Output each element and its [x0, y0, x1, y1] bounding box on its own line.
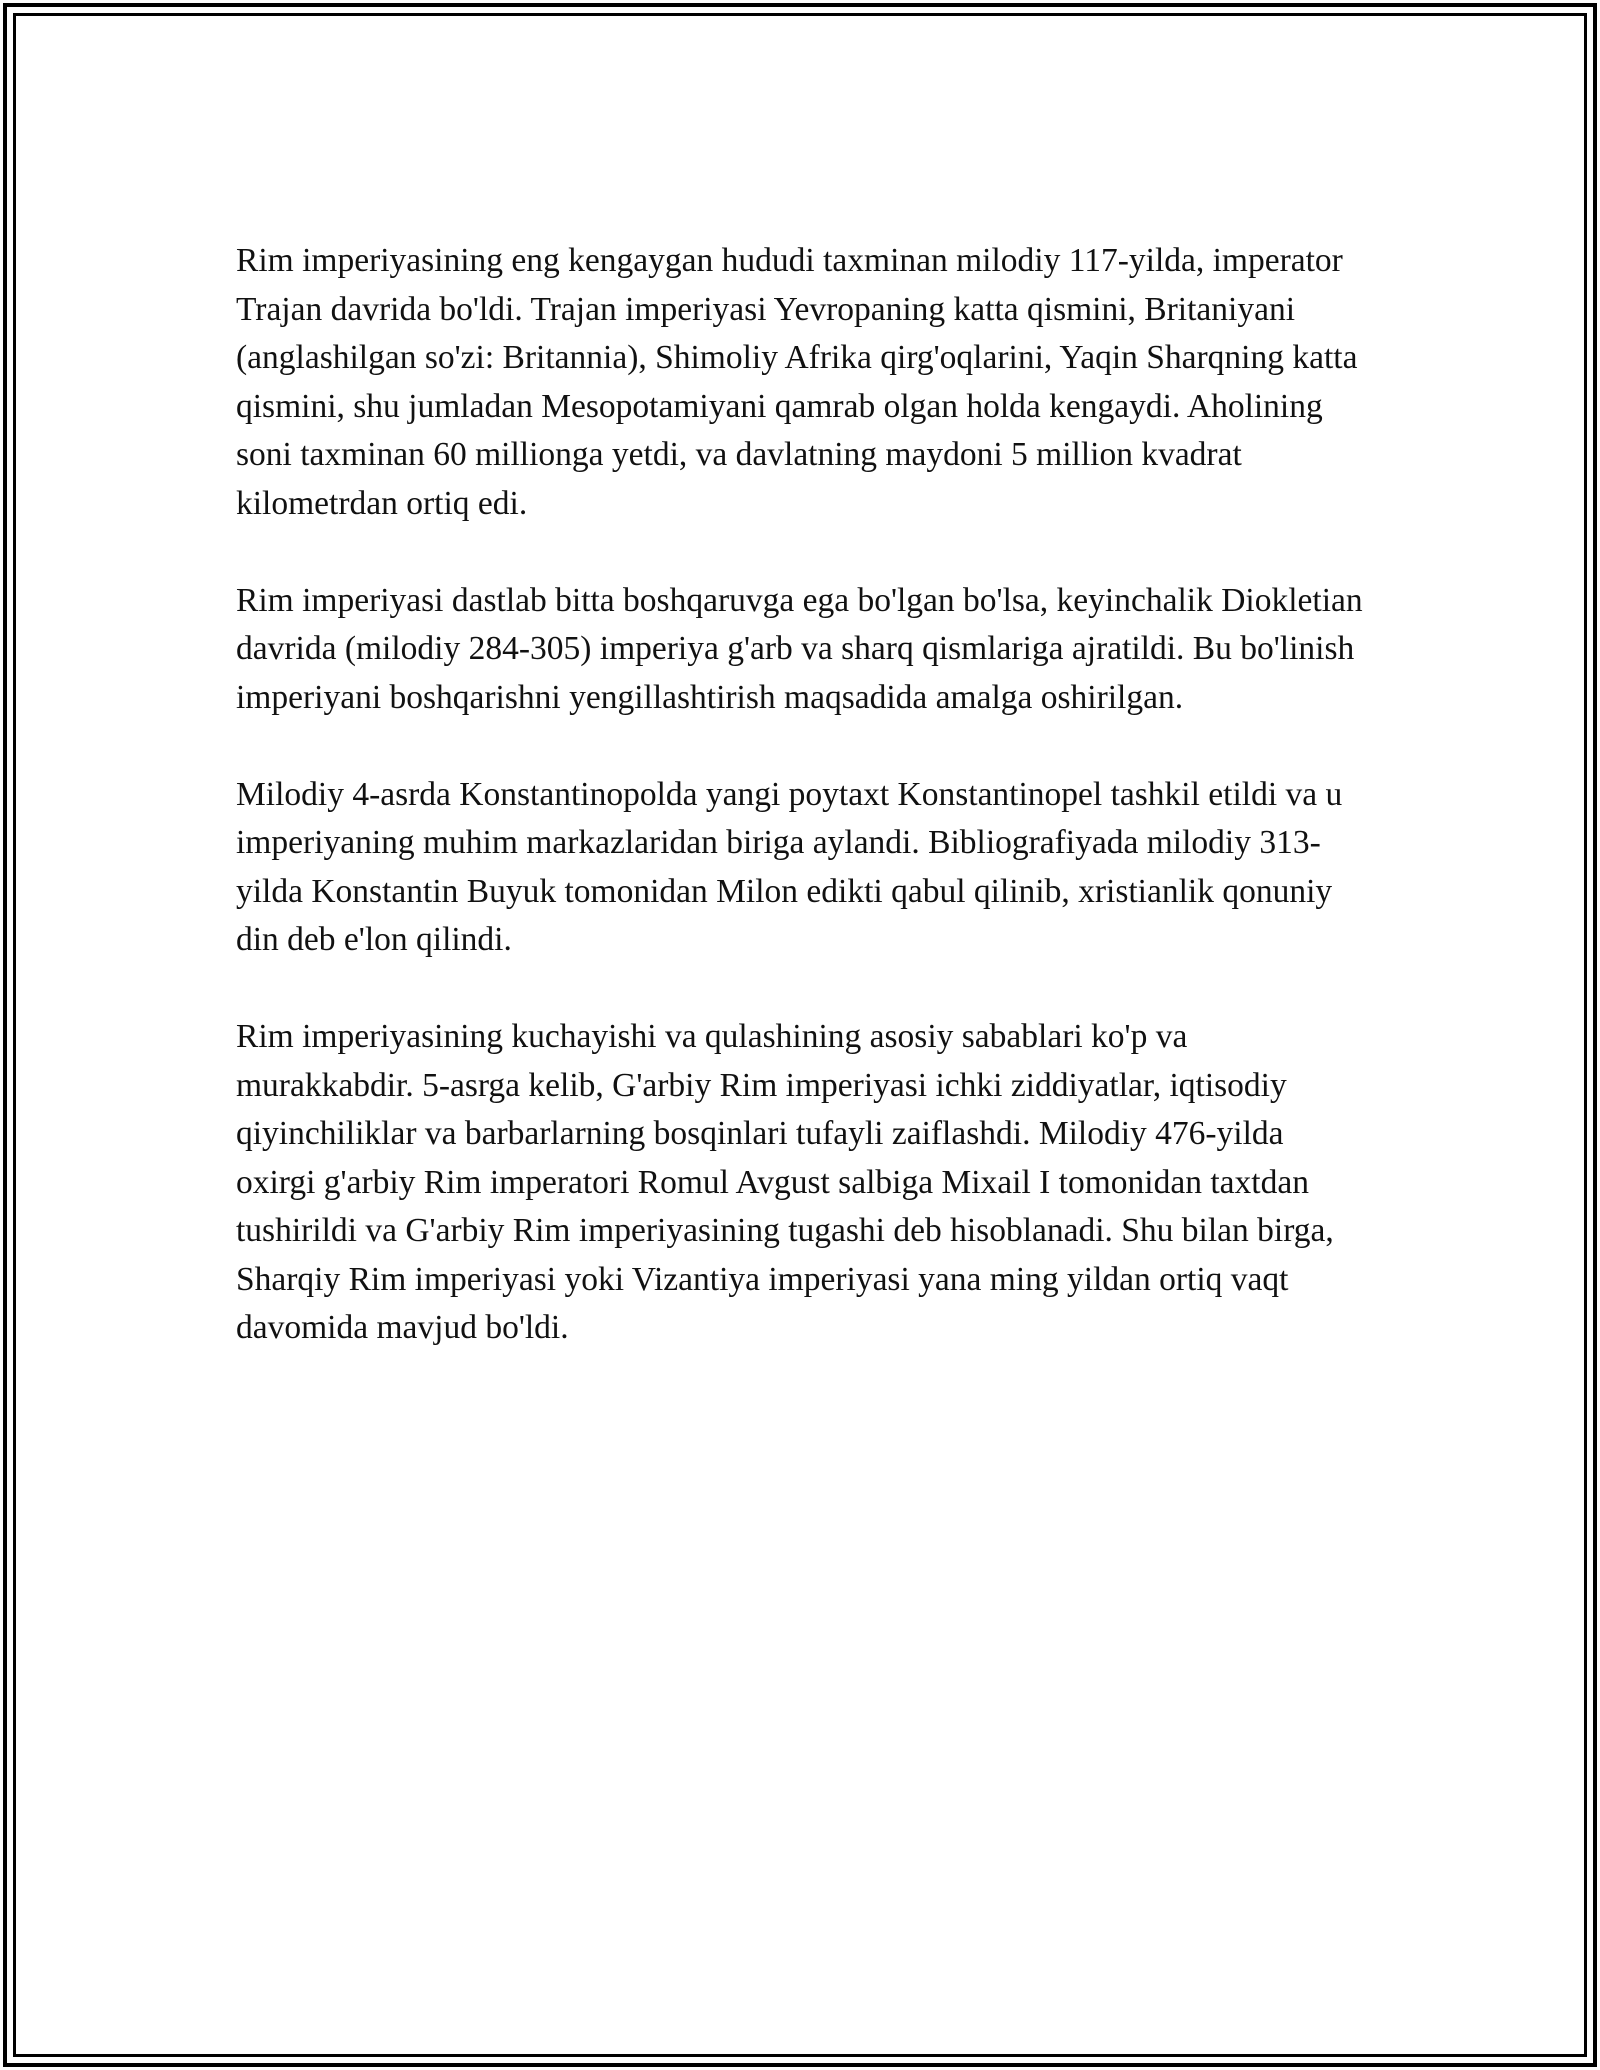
document-body [236, 237, 1366, 1401]
paragraph-1: Rim imperiyasining eng kengaygan hududi taxminan milodiy 117-yilda, imperator Trajan davrida bo'ldi. Trajan imperiyasi Yevropaning katta qismini, Britaniyani (anglashilgan so'zi: Britannia), Shimoliy Afrika qirg'oqlarini, Yaqin Sharqning katta qismini, shu jumladan Mesopotamiyani qamrab olgan holda kengaydi. Aholining soni taxminan 60 millionga yetdi, va davlatning maydoni 5 million kvadrat kilometrdan ortiq edi. [236, 242, 1358, 522]
paragraph-2: Rim imperiyasi dastlab bitta boshqaruvga ega bo'lgan bo'lsa, keyinchalik Diokletian davrida (milodiy 284-305) imperiya g'arb va sharq qismlariga ajratildi. Bu bo'linish imperiyani boshqarishni yengillashtirish maqsadida amalga oshirilgan. [236, 581, 1363, 716]
paragraph-4: Rim imperiyasining kuchayishi va qulashining asosiy sabablari ko'p va murakkabdir. 5-asrga kelib, G'arbiy Rim imperiyasi ichki ziddiyatlar, iqtisodiy qiyinchiliklar va barbarlarning bosqinlari tufayli zaiflashdi. Milodiy 476-yilda oxirgi g'arbiy Rim imperatori Romul Avgust salbiga Mixail I tomonidan taxtdan tushirildi va G'arbiy Rim imperiyasining tugashi deb hisoblanadi. Shu bilan birga, Sharqiy Rim imperiyasi yoki Vizantiya imperiyasi yana ming yildan ortiq vaqt davomida mavjud bo'ldi. [236, 1018, 1334, 1346]
paragraph-3: Milodiy 4-asrda Konstantinopolda yangi poytaxt Konstantinopel tashkil etildi va u imperiyaning muhim markazlaridan biriga aylandi. Bibliografiyada milodiy 313-yilda Konstantin Buyuk tomonidan Milon edikti qabul qilinib, xristianlik qonuniy din deb e'lon qilindi. [236, 775, 1343, 958]
